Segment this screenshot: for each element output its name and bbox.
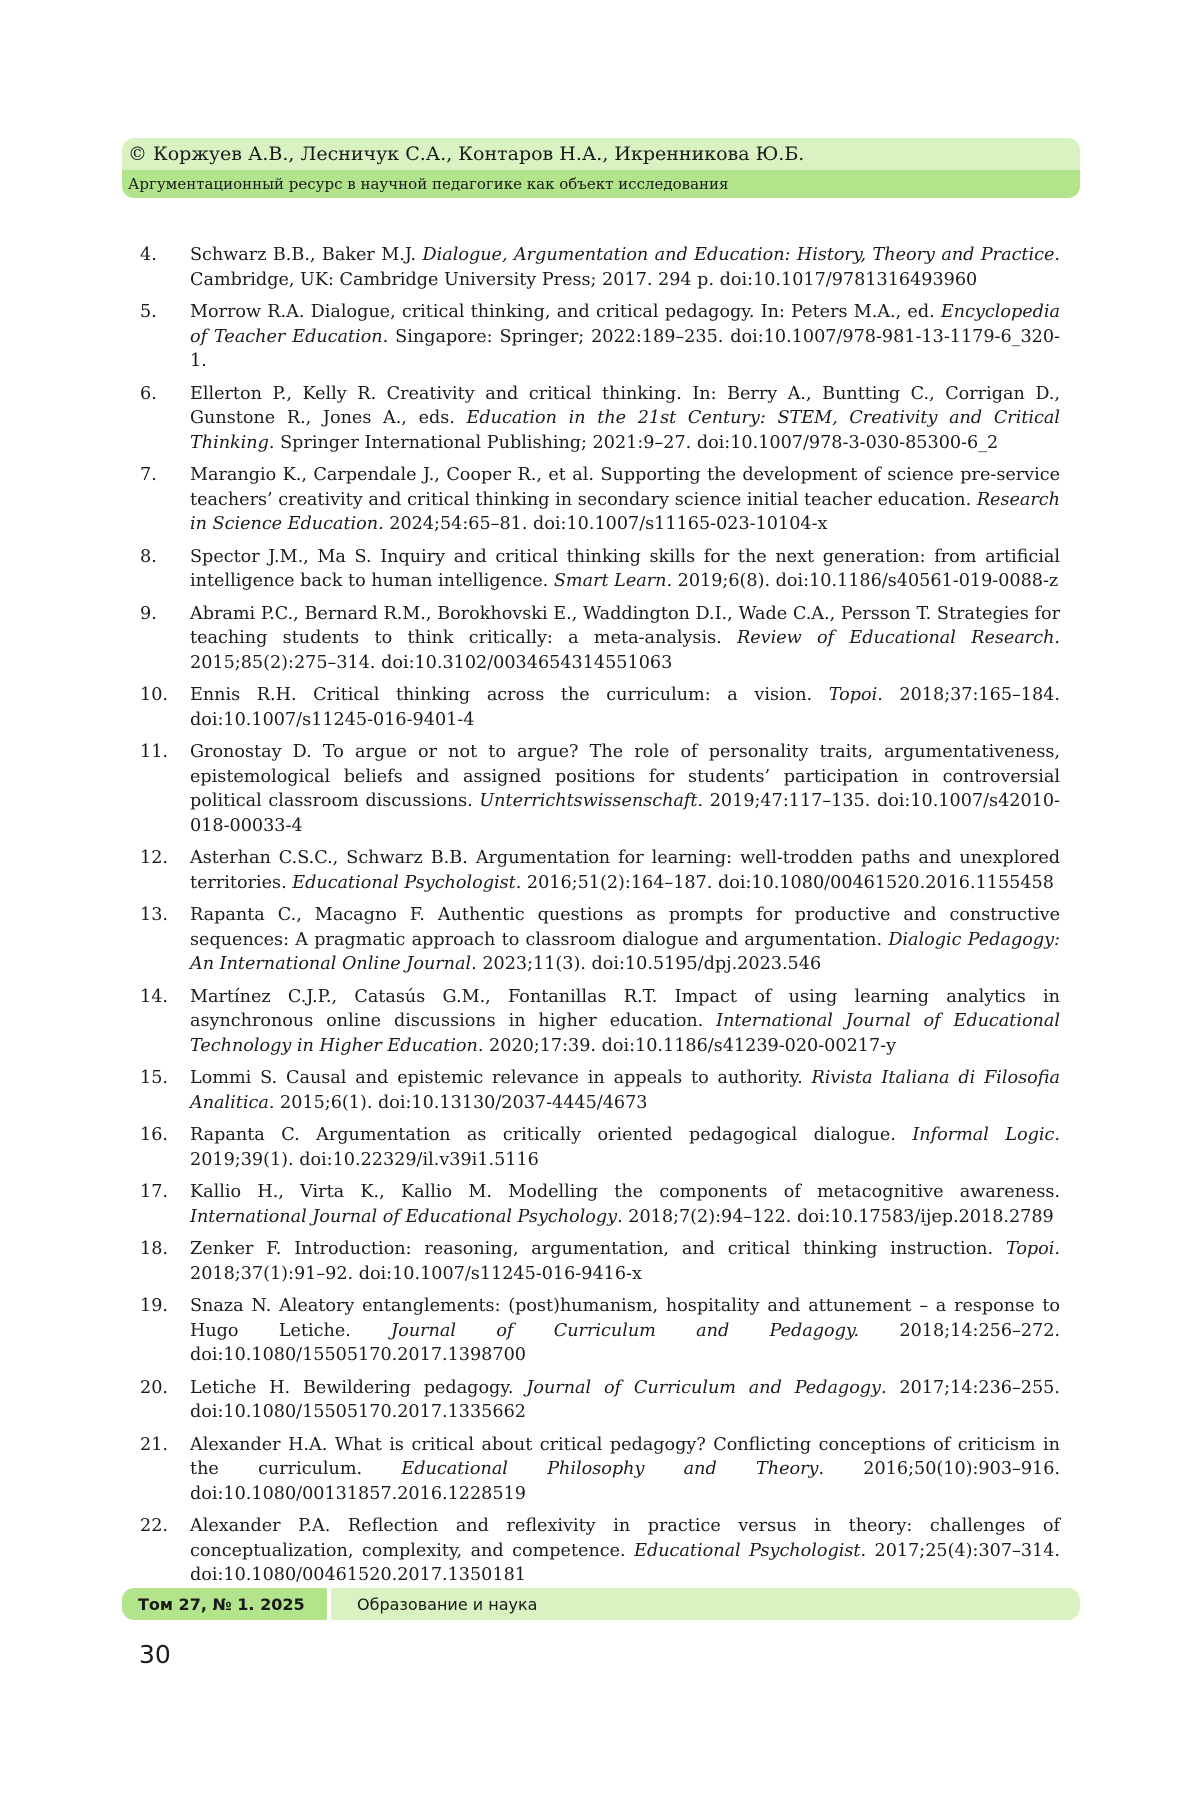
reference-item: [140, 903, 1060, 977]
reference-text-segment: Alexander H.A. What is critical about critical pedagogy? Conflicting conceptions of criticism in the curriculum.: [190, 1434, 1060, 1479]
reference-item: [140, 463, 1060, 537]
reference-number: 7.: [140, 465, 157, 485]
reference-text-segment: Rapanta C., Macagno F. Authentic questions as prompts for productive and constructive sequences: A pragmatic approach to classroom dialogue and argumentation.: [190, 905, 1060, 950]
reference-number: 13.: [140, 905, 168, 925]
footer-volume: Том 27, № 1. 2025: [122, 1588, 327, 1620]
reference-item: [140, 602, 1060, 676]
reference-text-segment: Alexander P.A. Reflection and reflexivity in practice versus in theory: challenges of conceptualization, complexity, and competence.: [190, 1516, 1060, 1561]
reference-text-segment: Lommi S. Causal and epistemic relevance in appeals to authority.: [190, 1068, 812, 1088]
reference-source-title: Research in Science Education.: [190, 489, 1060, 534]
reference-text: [190, 602, 1060, 676]
reference-text: [190, 985, 1060, 1059]
reference-text-segment: Letiche H. Bewildering pedagogy.: [190, 1377, 527, 1398]
reference-text: [190, 846, 1060, 895]
reference-source-title: Journal of Curriculum and Pedagogy: [526, 1377, 881, 1398]
reference-text-segment: 2019;6(8). doi:10.1186/s40561-019-0088-z: [672, 571, 1059, 591]
reference-source-title: Informal Logic.: [912, 1125, 1060, 1145]
reference-text: [190, 463, 1060, 537]
reference-source-title: Review of Educational Research.: [737, 628, 1060, 648]
reference-source-title: Education in the 21st Century: STEM, Creativity and Critical Thinking.: [190, 408, 1060, 453]
reference-number: 11.: [140, 742, 168, 762]
reference-text-segment: Kallio H., Virta K., Kallio M. Modelling the components of metacognitive awareness.: [190, 1182, 1060, 1202]
reference-text-segment: Rapanta C. Argumentation as critically oriented pedagogical dialogue.: [190, 1125, 913, 1145]
reference-text-segment: Ennis R.H. Critical thinking across the curriculum: a vision.: [190, 685, 829, 705]
reference-text-segment: Asterhan C.S.C., Schwarz B.B. Argumentation for learning: well-trodden paths and unexplored territories.: [190, 848, 1060, 893]
page-number: 30: [139, 1640, 171, 1669]
running-header: [122, 138, 1080, 198]
reference-source-title: Journal of Curriculum and Pedagogy.: [391, 1320, 860, 1341]
reference-text: [190, 382, 1060, 456]
reference-number: 17.: [140, 1182, 168, 1202]
reference-text: [190, 903, 1060, 977]
reference-item: [140, 382, 1060, 456]
reference-item: [140, 740, 1060, 838]
reference-source-title: International Journal of Educational Psychology: [190, 1206, 618, 1227]
reference-text-segment: Gronostay D. To argue or not to argue? The role of personality traits, argumentativeness, epistemological beliefs and assigned positions for students’ participation in controversial political classroom discussions.: [190, 742, 1060, 811]
reference-item: [140, 846, 1060, 895]
reference-text-segment: Schwarz B.B., Baker M.J.: [190, 245, 423, 265]
reference-number: 19.: [140, 1296, 168, 1316]
reference-list: [140, 243, 1060, 1596]
reference-source-title: Unterrichtswissenschaft: [479, 791, 698, 811]
reference-source-title: Educational Philosophy and Theory: [401, 1459, 819, 1479]
reference-text-segment: Springer International Publishing; 2021:9–27. doi:10.1007/978-3-030-85300-6_2: [274, 432, 999, 453]
reference-source-title: Topoi: [828, 685, 878, 705]
reference-text-segment: 2020;17:39. doi:10.1186/s41239-020-00217-y: [483, 1035, 897, 1056]
reference-number: 12.: [140, 848, 168, 868]
reference-item: [140, 545, 1060, 594]
reference-text-segment: . Cambridge, UK: Cambridge University Press; 2017. 294 p. doi:10.1017/9781316493960: [190, 245, 1060, 290]
reference-text: [190, 545, 1060, 594]
reference-text-segment: . 2017;25(4):307–314. doi:10.1080/00461520.2017.1350181: [190, 1540, 1060, 1585]
reference-text: [190, 1514, 1060, 1588]
reference-text-segment: Marangio K., Carpendale J., Cooper R., et al. Supporting the development of science pre-service teachers’ creativity and critical thinking in secondary science initial teacher education.: [190, 465, 1060, 510]
reference-text-segment: Martínez C.J.P., Catasús G.M., Fontanillas R.T. Impact of using learning analytics in asynchronous online discussions in higher education.: [190, 986, 1060, 1031]
reference-text: [190, 1180, 1060, 1229]
reference-text: [190, 1123, 1060, 1172]
reference-number: 20.: [140, 1377, 168, 1398]
reference-text-segment: Singapore: Springer; 2022:189–235. doi:10.1007/978-981-13-1179-6_320-1.: [190, 326, 1061, 371]
reference-source-title: Encyclopedia of Teacher Education.: [190, 302, 1060, 347]
reference-number: 8.: [140, 546, 157, 567]
reference-item: [140, 1180, 1060, 1229]
reference-text: [190, 1376, 1060, 1425]
reference-text-segment: . 2017;14:236–255. doi:10.1080/15505170.2017.1335662: [190, 1377, 1060, 1422]
reference-text-segment: . 2016;50(10):903–916. doi:10.1080/00131857.2016.1228519: [190, 1459, 1060, 1504]
reference-item: [140, 1066, 1060, 1115]
reference-text-segment: 2018;37(1):91–92. doi:10.1007/s11245-016-9416-x: [190, 1263, 642, 1284]
reference-item: [140, 1433, 1060, 1507]
header-article-title: Аргументационный ресурс в научной педагогике как объект исследования: [122, 170, 1080, 198]
reference-text-segment: . 2023;11(3). doi:10.5195/dpj.2023.546: [471, 954, 822, 974]
reference-item: [140, 300, 1060, 374]
reference-source-title: Dialogue, Argumentation and Education: History, Theory and Practice: [422, 245, 1055, 265]
reference-text-segment: Zenker F. Introduction: reasoning, argumentation, and critical thinking instruction.: [190, 1239, 1006, 1259]
reference-source-title: Rivista Italiana di Filosofia Analitica: [190, 1068, 1060, 1113]
reference-number: 5.: [140, 302, 157, 322]
reference-text-segment: . 2018;37:165–184. doi:10.1007/s11245-016-9401-4: [190, 685, 1060, 730]
reference-text-segment: Abrami P.C., Bernard R.M., Borokhovski E., Waddington D.I., Wade C.A., Persson T. Strategies for teaching students to think critically: a meta-analysis.: [190, 603, 1060, 648]
reference-text-segment: 2024;54:65–81. doi:10.1007/s11165-023-10104-x: [383, 514, 828, 534]
reference-number: 14.: [140, 986, 168, 1007]
footer-journal-name: Образование и наука: [331, 1588, 1080, 1620]
reference-text: [190, 1294, 1060, 1368]
reference-text-segment: . 2018;7(2):94–122. doi:10.17583/ijep.2018.2789: [617, 1206, 1054, 1227]
reference-text: [190, 300, 1060, 374]
reference-text-segment: . 2019;47:117–135. doi:10.1007/s42010-018-00033-4: [190, 791, 1060, 836]
reference-item: [140, 1294, 1060, 1368]
reference-item: [140, 1514, 1060, 1588]
reference-text: [190, 243, 1060, 292]
reference-source-title: Topoi.: [1005, 1239, 1060, 1259]
reference-item: [140, 683, 1060, 732]
reference-number: 18.: [140, 1239, 168, 1259]
reference-number: 9.: [140, 603, 157, 624]
header-authors: © Коржуев А.В., Лесничук С.А., Контаров Н.А., Икренникова Ю.Б.: [122, 138, 1080, 170]
reference-item: [140, 243, 1060, 292]
reference-text-segment: . 2015;6(1). doi:10.13130/2037-4445/4673: [268, 1092, 648, 1113]
reference-number: 21.: [140, 1434, 168, 1455]
reference-number: 22.: [140, 1516, 168, 1536]
reference-number: 10.: [140, 685, 168, 705]
reference-source-title: Educational Psychologist: [292, 872, 516, 893]
reference-item: [140, 1123, 1060, 1172]
reference-item: [140, 1237, 1060, 1286]
reference-source-title: Smart Learn.: [553, 571, 673, 591]
reference-text-segment: . 2016;51(2):164–187. doi:10.1080/00461520.2016.1155458: [515, 872, 1054, 893]
reference-source-title: Dialogic Pedagogy: An International Online Journal: [190, 929, 1060, 974]
reference-number: 6.: [140, 383, 157, 404]
reference-text-segment: Snaza N. Aleatory entanglements: (post)humanism, hospitality and attunement – a response to Hugo Letiche.: [190, 1296, 1060, 1341]
reference-text-segment: Ellerton P., Kelly R. Creativity and critical thinking. In: Berry A., Buntting C., Corrigan D., Gunstone R., Jones A., eds.: [190, 383, 1060, 428]
reference-source-title: Educational Psychologist: [634, 1540, 861, 1561]
reference-source-title: International Journal of Educational Technology in Higher Education.: [190, 1011, 1060, 1056]
reference-text: [190, 1433, 1060, 1507]
reference-number: 16.: [140, 1125, 168, 1145]
reference-number: 15.: [140, 1068, 168, 1088]
reference-text-segment: 2019;39(1). doi:10.22329/il.v39i1.5116: [190, 1149, 539, 1170]
reference-text: [190, 1066, 1060, 1115]
reference-item: [140, 985, 1060, 1059]
reference-item: [140, 1376, 1060, 1425]
reference-text: [190, 740, 1060, 838]
reference-text: [190, 683, 1060, 732]
reference-number: 4.: [140, 245, 157, 265]
reference-text-segment: 2018;14:256–272. doi:10.1080/15505170.2017.1398700: [190, 1320, 1060, 1365]
reference-text-segment: Morrow R.A. Dialogue, critical thinking, and critical pedagogy. In: Peters M.A., ed.: [190, 302, 941, 322]
reference-text-segment: Spector J.M., Ma S. Inquiry and critical thinking skills for the next generation: from artificial intelligence back to human intelligence.: [190, 546, 1060, 591]
reference-text-segment: 2015;85(2):275–314. doi:10.3102/0034654314551063: [190, 652, 673, 673]
footer-bar: [122, 1588, 1080, 1620]
reference-text: [190, 1237, 1060, 1286]
